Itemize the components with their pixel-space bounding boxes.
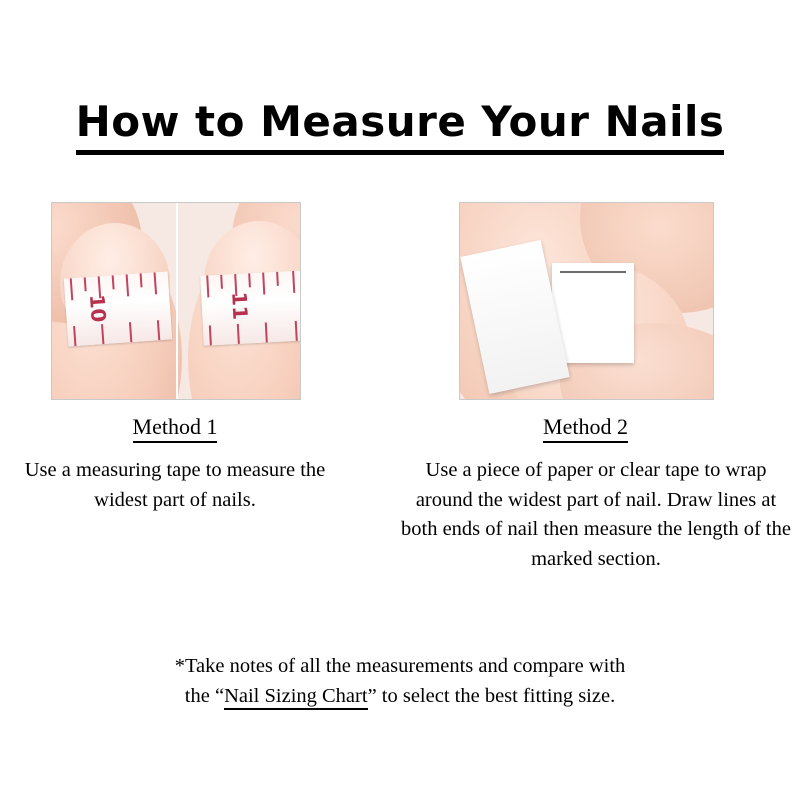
method-1-photo — [51, 202, 301, 400]
tape-number-10: 10 — [84, 293, 111, 324]
footnote-line-1: *Take notes of all the measurements and compare with — [174, 655, 626, 677]
method-2-photo — [459, 202, 714, 400]
tape-ticks-left — [64, 271, 172, 346]
footnote — [60, 652, 740, 711]
method-1-description: Use a measuring tape to measure the widest part of nails. — [24, 459, 326, 511]
method-2-label-text: Method 2 — [543, 414, 628, 443]
tape-number-11: 11 — [227, 291, 253, 321]
measuring-tape-left — [64, 271, 172, 346]
photo-split-divider — [176, 203, 178, 399]
paper-strip — [552, 263, 634, 363]
paper-mark-line — [560, 271, 626, 273]
footnote-suffix: ” to select the best fitting size. — [367, 684, 616, 707]
measuring-tape-right — [200, 270, 301, 346]
method-1-label — [51, 414, 299, 440]
page-title-container — [0, 97, 800, 155]
method-2-label — [459, 414, 712, 440]
method-1-label-text: Method 1 — [133, 414, 218, 443]
footnote-line-2 — [60, 682, 740, 712]
page-title: How to Measure Your Nails — [76, 100, 725, 155]
footnote-prefix: the “ — [184, 684, 225, 707]
nail-sizing-chart-reference: Nail Sizing Chart — [224, 685, 367, 710]
method-2-description: Use a piece of paper or clear tape to wrap around the widest part of nail. Draw lines at both ends of nail then measure the length of the marked section. — [401, 459, 791, 571]
